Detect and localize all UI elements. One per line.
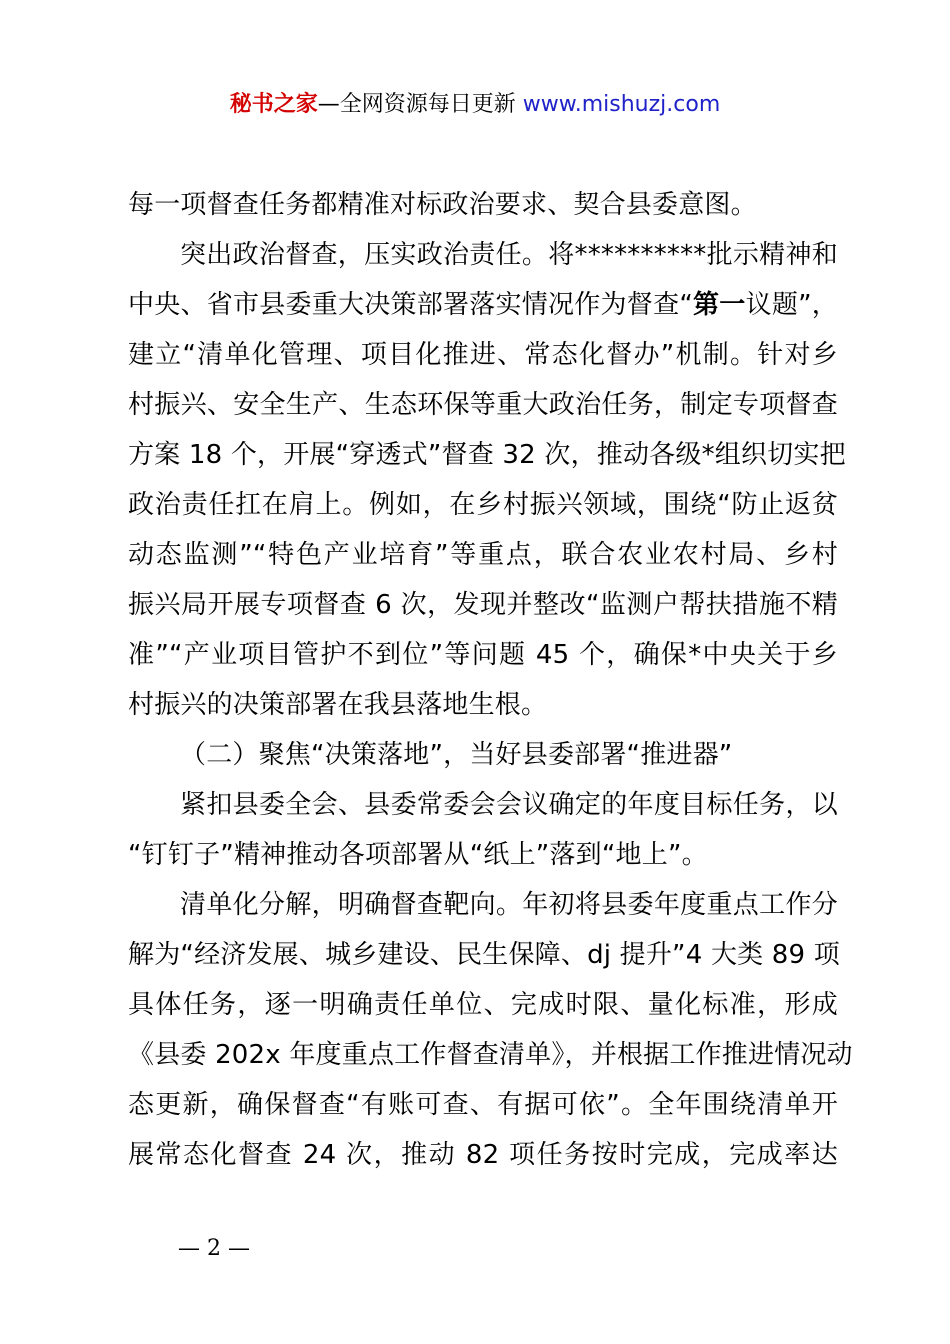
text-line: 村振兴、安全生产、生态环保等重大政治任务，制定专项督查 <box>128 390 838 420</box>
text-line: 准”“产业项目管护不到位”等问题 45 个，确保*中央关于乡 <box>128 640 838 670</box>
text-line: 动态监测”“特色产业培育”等重点，联合农业农村局、乡村 <box>128 540 838 570</box>
text-line: 态更新，确保督查“有账可查、有据可依”。全年围绕清单开 <box>128 1090 838 1120</box>
text-line: 具体任务，逐一明确责任单位、完成时限、量化标准，形成 <box>128 990 838 1020</box>
brand-name: 秘书之家 <box>229 92 318 117</box>
site-url[interactable]: www.mishuzj.com <box>522 92 721 117</box>
page-header <box>0 88 950 122</box>
page-number: — 2 — <box>178 1236 250 1261</box>
text-line: 方案 18 个，开展“穿透式”督查 32 次，推动各级*组织切实把 <box>128 440 846 470</box>
document-body <box>128 180 853 1180</box>
text-line: 振兴局开展专项督查 6 次，发现并整改“监测户帮扶措施不精 <box>128 590 838 620</box>
text-line: 突出政治督查，压实政治责任。将**********批示精神和 <box>180 240 838 270</box>
text-line: 紧扣县委全会、县委常委会会议确定的年度目标任务，以 <box>180 790 838 820</box>
text-line: 建立“清单化管理、项目化推进、常态化督办”机制。针对乡 <box>128 340 838 370</box>
text-line: 展常态化督查 24 次，推动 82 项任务按时完成，完成率达 <box>128 1140 838 1170</box>
section-heading: （二）聚焦“决策落地”，当好县委部署“推进器” <box>180 740 733 770</box>
text-line: 每一项督查任务都精准对标政治要求、契合县委意图。 <box>128 190 757 220</box>
text-line: 村振兴的决策部署在我县落地生根。 <box>128 690 548 720</box>
header-tagline: —全网资源每日更新 <box>317 92 523 117</box>
text-line: 政治责任扛在肩上。例如，在乡村振兴领域，围绕“防止返贫 <box>128 490 838 520</box>
text-line: 清单化分解，明确督查靶向。年初将县委年度重点工作分 <box>180 890 838 920</box>
text-line: “钉钉子”精神推动各项部署从“纸上”落到“地上”。 <box>128 840 708 870</box>
text-line: 解为“经济发展、城乡建设、民生保障、dj 提升”4 大类 89 项 <box>128 940 840 970</box>
bold-emphasis: 第一 <box>693 290 746 320</box>
text-line: 中央、省市县委重大决策部署落实情况作为督查“第一议题”， <box>128 290 838 320</box>
text-line: 《县委 202x 年度重点工作督查清单》，并根据工作推进情况动 <box>128 1040 853 1070</box>
